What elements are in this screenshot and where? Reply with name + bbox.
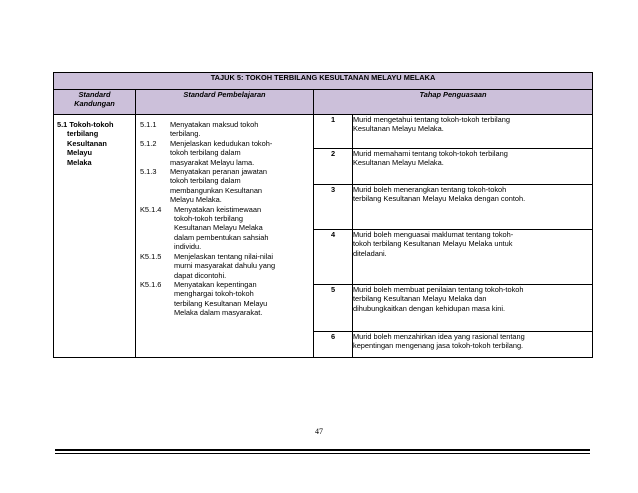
sp-line: terbilang. xyxy=(170,129,201,139)
sp-line: tokoh-tokoh terbilang xyxy=(174,214,244,224)
sp-line: individu. xyxy=(174,242,202,252)
sp-code: 5.1.3 xyxy=(140,167,157,177)
sp-code: K5.1.6 xyxy=(140,279,162,289)
tahap-level-1: 1 xyxy=(314,115,353,149)
tahap-line: tokoh terbilang Kesultanan Melayu Melaka untuk xyxy=(353,239,513,249)
tahap-line: Murid boleh menzahirkan idea yang rasional tentang xyxy=(353,332,525,341)
header-standard-pembelajaran: Standard Pembelajaran xyxy=(136,90,314,115)
sp-code: 5.1.2 xyxy=(140,138,157,148)
sp-line: Menyatakan maksud tokoh xyxy=(170,120,259,129)
footer-rule-thin xyxy=(55,453,590,454)
tahap-level-4: 4 xyxy=(314,230,353,285)
tahap-level-3: 3 xyxy=(314,185,353,230)
sp-code: K5.1.5 xyxy=(140,251,162,261)
sp-line: Menjelaskan kedudukan tokoh- xyxy=(170,138,273,148)
header-standard-kandungan-line2: Kandungan xyxy=(74,99,115,109)
sp-line: Menyatakan keistimewaan xyxy=(174,204,262,214)
tahap-desc-2 xyxy=(353,149,593,185)
sp-code: 5.1.1 xyxy=(140,120,157,129)
sp-text xyxy=(170,120,311,139)
tahap-line: dihubungkaitkan dengan kehidupan masa kini. xyxy=(353,303,506,313)
sk-line: Melaka xyxy=(67,157,92,167)
sp-text xyxy=(170,167,311,205)
tahap-level-5: 5 xyxy=(314,285,353,332)
tahap-desc-1 xyxy=(353,115,593,149)
footer-rule-thick xyxy=(55,449,590,451)
tahap-line: Murid mengetahui tentang tokoh-tokoh terbilang xyxy=(353,115,510,124)
curriculum-table xyxy=(53,72,593,358)
tahap-line: terbilang Kesultanan Melayu Melaka dan xyxy=(353,294,487,304)
sk-line: Kesultanan xyxy=(67,138,107,148)
page-number: 47 xyxy=(315,427,323,436)
standard-pembelajaran-cell xyxy=(136,115,314,358)
sp-line: membangunkan Kesultanan xyxy=(170,185,263,195)
tahap-line: Murid memahami tentang tokoh-tokoh terbilang xyxy=(353,149,508,158)
sp-line: terbilang Kesultanan Melayu xyxy=(174,298,268,308)
tahap-desc-3 xyxy=(353,185,593,230)
header-tahap-penguasaan: Tahap Penguasaan xyxy=(314,90,593,115)
sp-line: Menjelaskan tentang nilai-nilai xyxy=(174,251,274,261)
sp-line: masyarakat Melayu lama. xyxy=(170,157,255,167)
tahap-line: diteladani. xyxy=(353,248,387,258)
title-row xyxy=(54,73,593,90)
tahap-desc-6 xyxy=(353,332,593,358)
sp-line: menghargai tokoh-tokoh xyxy=(174,289,254,299)
sp-item-5-1-2 xyxy=(140,139,311,167)
sp-line: murni masyarakat dahulu yang xyxy=(174,261,276,271)
tahap-line: kepentingan mengenang jasa tokoh-tokoh terbilang. xyxy=(353,341,524,351)
tahap-line: terbilang Kesultanan Melayu Melaka dengan contoh. xyxy=(353,194,526,204)
sp-line: Kesultanan Melayu Melaka xyxy=(174,223,263,233)
sp-line: tokoh terbilang dalam xyxy=(170,148,241,158)
tahap-line: Murid boleh menerangkan tentang tokoh-tokoh xyxy=(353,185,507,194)
sp-item-k5-1-5 xyxy=(140,252,311,280)
table-row xyxy=(54,115,593,149)
tahap-desc-4 xyxy=(353,230,593,285)
sp-line: dalam pembentukan sahsiah xyxy=(174,232,269,242)
sp-item-k5-1-6 xyxy=(140,280,311,318)
sk-line: 5.1 Tokoh-tokoh xyxy=(57,120,114,129)
sp-item-k5-1-4 xyxy=(140,205,311,252)
tahap-level-2: 2 xyxy=(314,149,353,185)
sp-line: tokoh terbilang dalam xyxy=(170,176,241,186)
sp-text xyxy=(174,280,311,318)
header-row xyxy=(54,90,593,115)
sp-text xyxy=(174,205,311,252)
sp-text xyxy=(174,252,311,280)
tahap-level-6: 6 xyxy=(314,332,353,358)
sp-line: dapat dicontohi. xyxy=(174,270,227,280)
header-standard-kandungan-line1: Standard xyxy=(78,90,111,99)
tahap-line: Kesultanan Melayu Melaka. xyxy=(353,124,444,134)
sk-line: Melayu xyxy=(67,148,93,158)
tahap-desc-5 xyxy=(353,285,593,332)
table-title: TAJUK 5: TOKOH TERBILANG KESULTANAN MELAYU MELAKA xyxy=(54,73,593,90)
sk-line: terbilang xyxy=(67,129,99,139)
tahap-line: Murid boleh menguasai maklumat tentang tokoh- xyxy=(353,230,514,239)
tahap-line: Murid boleh membuat penilaian tentang tokoh-tokoh xyxy=(353,285,524,294)
standard-kandungan-cell xyxy=(54,115,136,358)
sp-item-5-1-1 xyxy=(140,120,311,139)
header-standard-kandungan xyxy=(54,90,136,115)
sp-code: K5.1.4 xyxy=(140,204,162,214)
sp-line: Melaka dalam masyarakat. xyxy=(174,308,263,318)
sp-text xyxy=(170,139,311,167)
sp-line: Menyatakan kepentingan xyxy=(174,279,257,289)
sp-line: Melayu Melaka. xyxy=(170,195,222,205)
sp-line: Menyatakan peranan jawatan xyxy=(170,167,267,177)
tahap-line: Kesultanan Melayu Melaka. xyxy=(353,158,444,168)
sp-item-5-1-3 xyxy=(140,167,311,205)
